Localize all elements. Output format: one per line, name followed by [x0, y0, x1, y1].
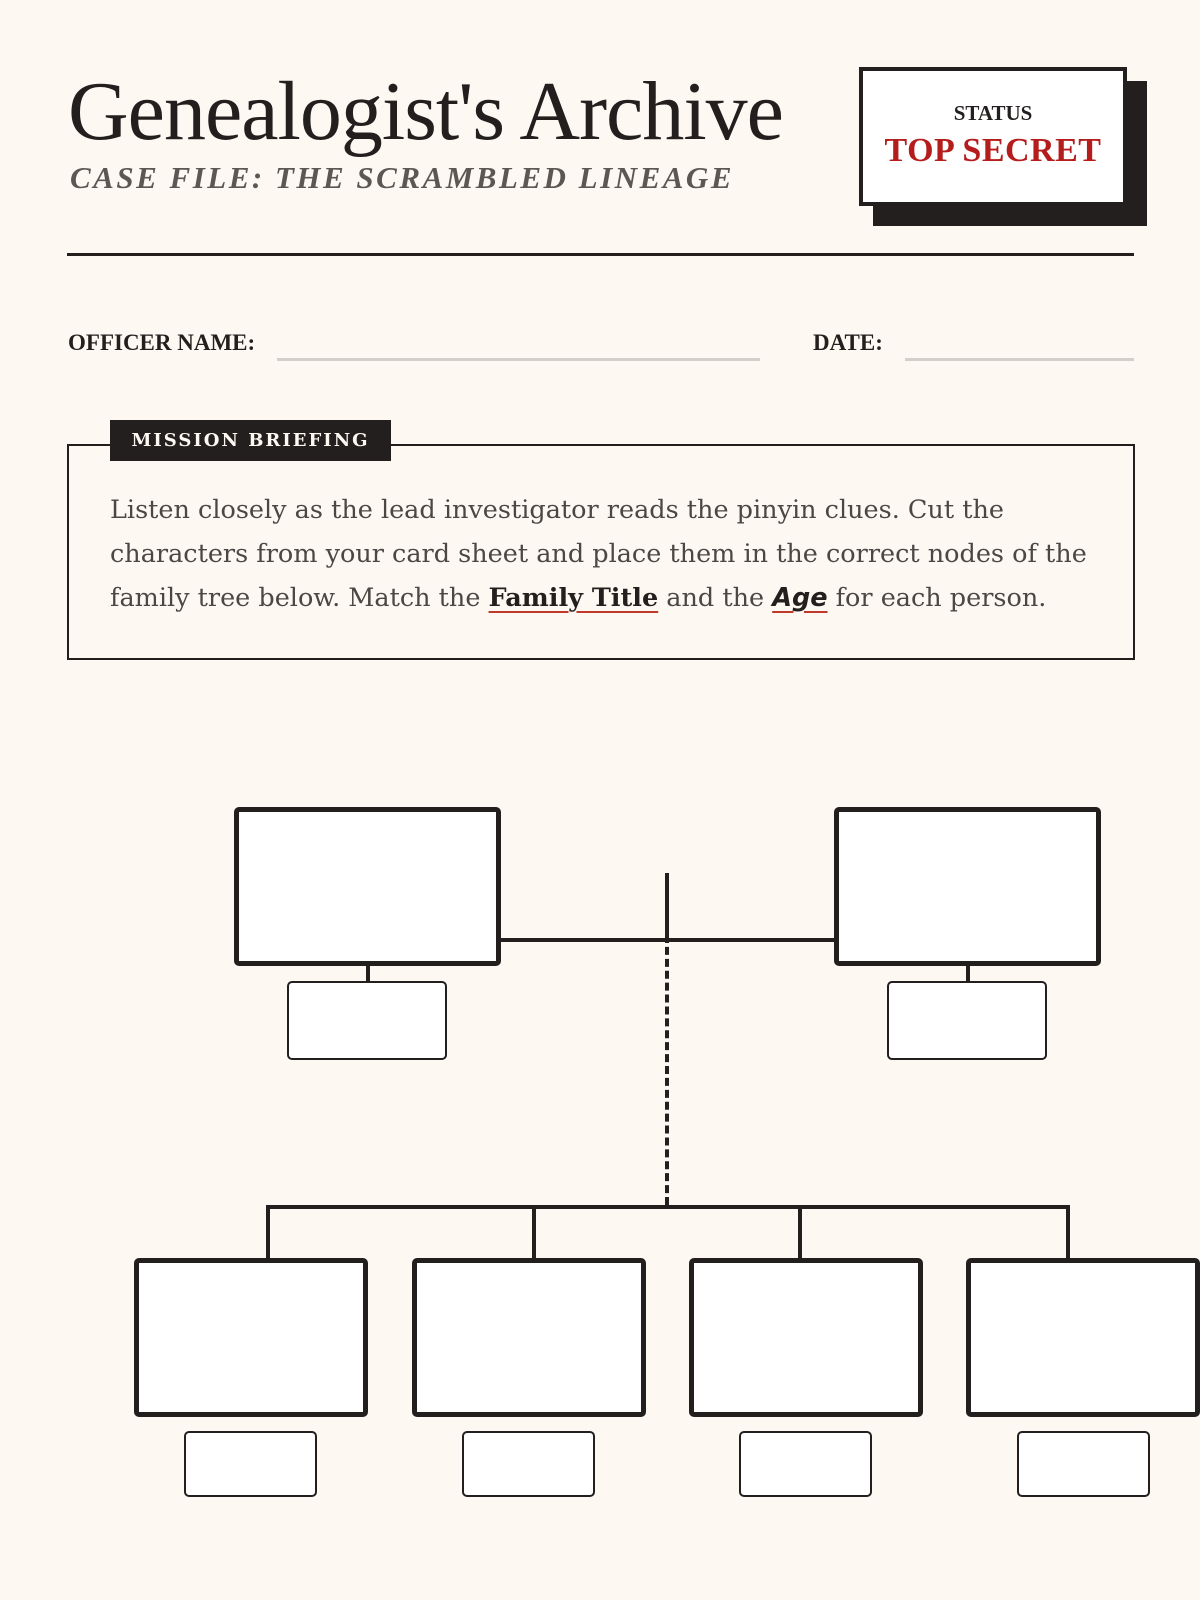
stamp-value: TOP SECRET [884, 132, 1102, 169]
child-age-box-2[interactable] [462, 1431, 595, 1497]
date-label: DATE: [813, 330, 883, 355]
child-age-box-3[interactable] [739, 1431, 872, 1497]
case-file-subtitle: CASE FILE: THE SCRAMBLED LINEAGE [70, 160, 734, 195]
child-drop-2 [532, 1205, 536, 1262]
family-title-highlight: Family Title [488, 583, 659, 613]
child-age-box-1[interactable] [184, 1431, 317, 1497]
child-drop-4 [1066, 1205, 1070, 1262]
child-node-2[interactable] [412, 1258, 646, 1417]
child-drop-3 [798, 1205, 802, 1262]
date-field[interactable] [905, 358, 1134, 361]
parent-age-box-right[interactable] [887, 981, 1047, 1060]
child-age-box-4[interactable] [1017, 1431, 1150, 1497]
child-node-3[interactable] [689, 1258, 923, 1417]
briefing-text-part2: and the [658, 583, 773, 613]
stamp-label: STATUS [953, 101, 1033, 125]
header-divider [67, 253, 1134, 256]
briefing-text-part1: Listen closely as the lead investigator reads the pinyin clues. Cut the characters from your card sheet and place them in the correct nodes of the family tree below. Match the [110, 495, 1087, 613]
parent-node-right[interactable] [834, 807, 1101, 966]
parent-node-left[interactable] [234, 807, 501, 966]
page-title: Genealogist's Archive [68, 65, 783, 158]
descent-dashed-line [665, 935, 669, 1205]
status-stamp [859, 67, 1127, 206]
child-node-1[interactable] [134, 1258, 368, 1417]
parent-age-box-left[interactable] [287, 981, 447, 1060]
mission-briefing-tag: MISSION BRIEFING [110, 420, 391, 461]
marriage-stem [665, 873, 669, 938]
child-drop-1 [266, 1205, 270, 1262]
officer-name-field[interactable] [277, 358, 760, 361]
children-bar [266, 1205, 1070, 1209]
officer-name-label: OFFICER NAME: [68, 330, 256, 355]
child-node-4[interactable] [966, 1258, 1200, 1417]
mission-briefing-text [110, 488, 1110, 620]
briefing-text-part3: for each person. [827, 583, 1047, 613]
age-highlight: Age [772, 583, 828, 613]
